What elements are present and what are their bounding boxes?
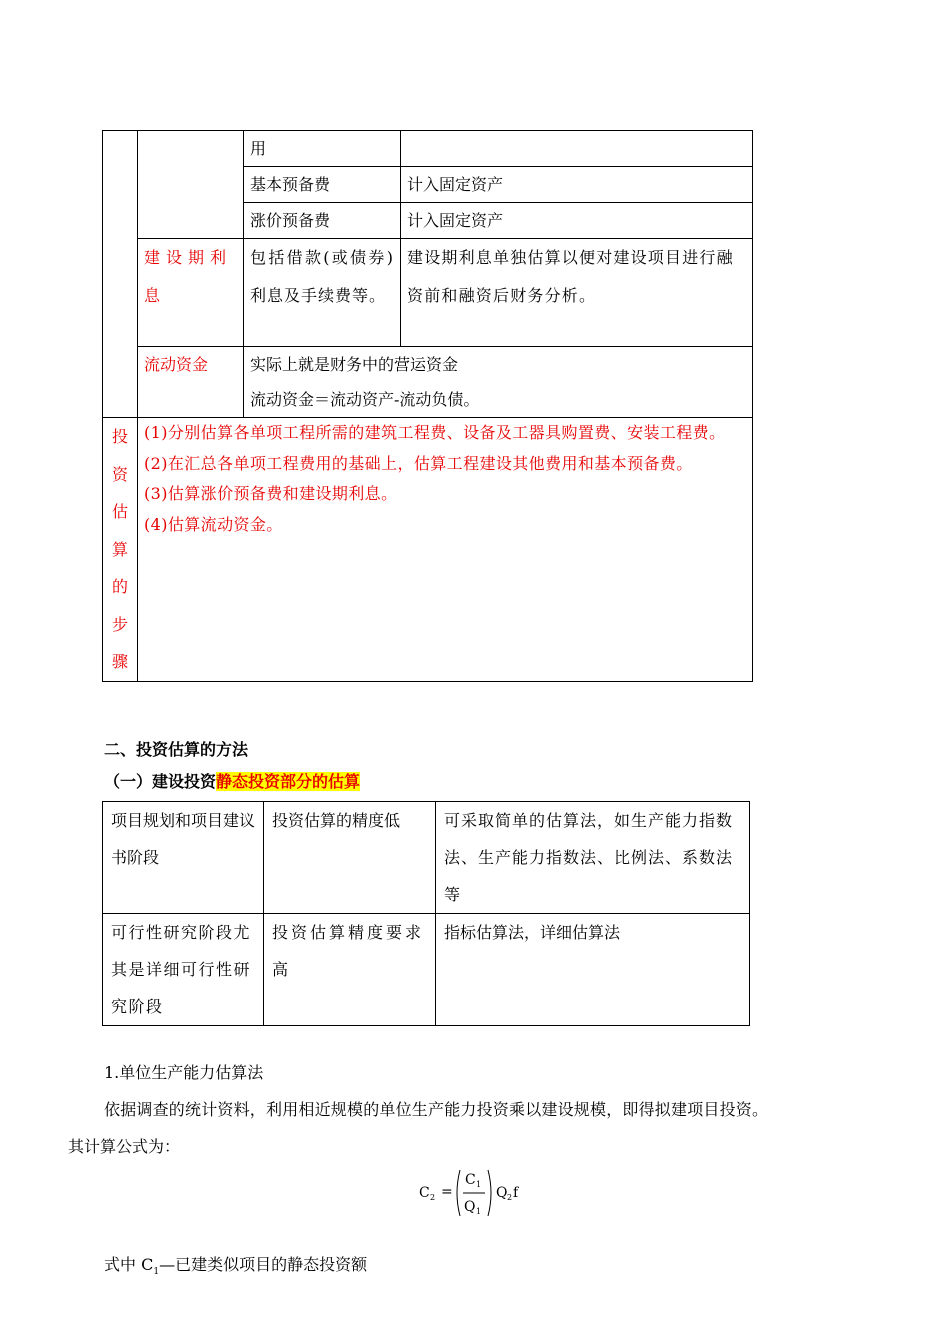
table-row	[103, 347, 753, 418]
cell-item: 基本预备费	[244, 167, 401, 203]
svg-text:2: 2	[430, 1193, 436, 1202]
table-row	[103, 418, 753, 682]
list-item: (3)估算涨价预备费和建设期利息。	[144, 484, 398, 503]
table-row	[103, 239, 753, 347]
cell-note: 计入固定资产	[401, 167, 753, 203]
svg-text:Q: Q	[496, 1185, 508, 1201]
svg-text:=: =	[441, 1184, 453, 1200]
svg-text:2: 2	[507, 1193, 513, 1202]
cell-note: 计入固定资产	[401, 203, 753, 239]
cell-item: 包括借款(或债券)利息及手续费等。	[244, 239, 401, 347]
cell-category: 建设期利息	[138, 239, 244, 347]
cell-item: 用	[244, 131, 401, 167]
section-heading: 二、投资估算的方法	[104, 740, 249, 759]
list-item: (1)分别估算各单项工程所需的建筑工程费、设备及工器具购置费、安装工程费。	[144, 423, 726, 442]
cell-method: 可采取简单的估算法，如生产能力指数法、生产能力指数法、比例法、系数法等	[436, 802, 750, 914]
svg-text:1: 1	[476, 1180, 482, 1189]
highlighted-text: 静态投资部分的估算	[216, 772, 361, 791]
cell-precision: 投资估算精度要求高	[264, 914, 436, 1026]
list-item: (2)在汇总各单项工程费用的基础上，估算工程建设其他费用和基本预备费。	[144, 453, 693, 473]
svg-text:Q: Q	[464, 1199, 476, 1215]
cost-composition-table	[102, 130, 753, 682]
method-description: 依据调查的统计资料，利用相近规模的单位生产能力投资乘以建设规模，即得拟建项目投资。	[104, 1100, 769, 1119]
cell-note: 建设期利息单独估算以便对建设项目进行融资前和融资后财务分析。	[401, 239, 753, 347]
cell-precision: 投资估算的精度低	[264, 802, 436, 914]
method-description-cont: 其计算公式为：	[68, 1137, 181, 1156]
empty-cell	[103, 131, 138, 418]
list-item: (4)估算流动资金。	[144, 514, 283, 534]
cell-stage: 可行性研究阶段尤其是详细可行性研究阶段	[103, 914, 264, 1026]
table-row	[103, 914, 750, 1026]
cell-category: 流动资金	[138, 347, 244, 418]
working-capital-formula: 流动资金＝流动资产-流动负债。	[250, 390, 480, 409]
method-title: 1.单位生产能力估算法	[104, 1063, 264, 1082]
formula-unit-capacity	[419, 1164, 529, 1222]
steps-label-vertical: 投 资 估 算 的 步 骤	[103, 418, 138, 682]
steps-list	[138, 418, 753, 682]
cell-method: 指标估算法，详细估算法	[436, 914, 750, 1026]
svg-text:1: 1	[476, 1207, 482, 1216]
empty-cell	[138, 131, 244, 239]
subsection-heading: （一）建设投资静态投资部分的估算	[104, 772, 361, 791]
cell-item: 涨价预备费	[244, 203, 401, 239]
cell-note	[244, 347, 753, 418]
cell-note	[401, 131, 753, 167]
table-row	[103, 802, 750, 914]
table-row	[103, 131, 753, 167]
working-capital-line: 实际上就是财务中的营运资金	[250, 355, 459, 374]
svg-text:C: C	[465, 1172, 476, 1188]
cell-stage: 项目规划和项目建议书阶段	[103, 802, 264, 914]
formula-note: 式中 $C_1—$已建类似项目的静态投资额	[104, 1255, 368, 1278]
estimation-stage-table	[102, 801, 750, 1026]
svg-text:C: C	[419, 1185, 430, 1201]
svg-text:f: f	[513, 1185, 519, 1201]
